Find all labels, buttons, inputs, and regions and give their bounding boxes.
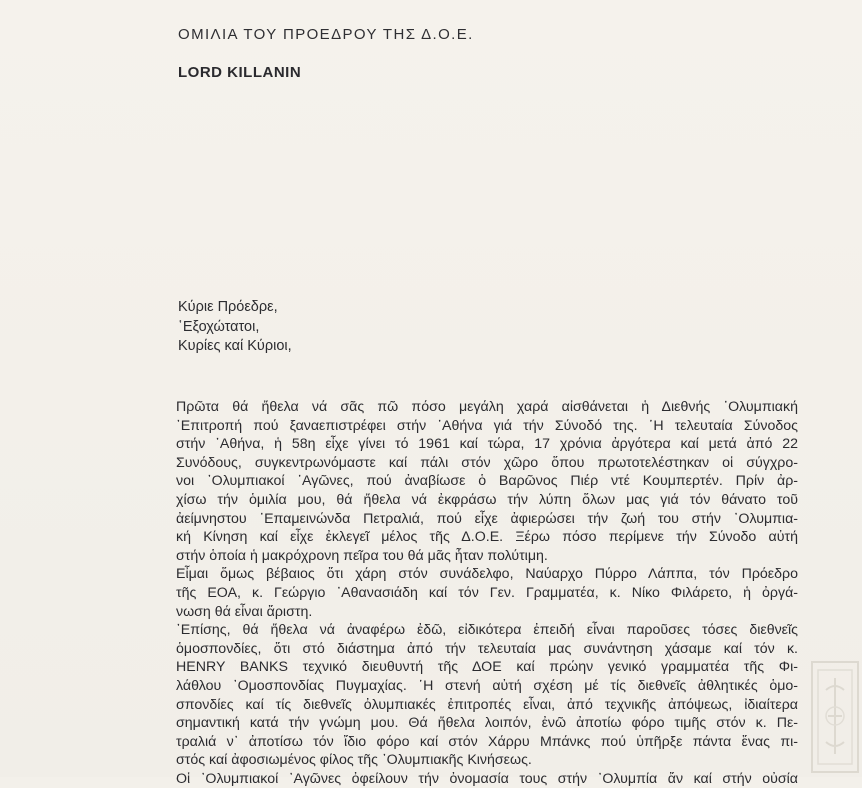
body-line: ᾿Επίσης, θά ἤθελα νά ἀναφέρω ἐδῶ, εἰδικότερα ἐπειδή εἶναι παροῦσες τόσες διεθνεῖς: [176, 622, 798, 639]
body-line: τραλιά ν᾿ ἀποτίσω τόν ἴδιο φόρο καί στόν Χάρρυ Μπάνκς πού ὑπῆρξε πάντα ἕνας πι-: [176, 733, 798, 750]
salutation-block: [178, 298, 292, 357]
body-line: νωση θά εἶναι ἄριστη.: [176, 603, 313, 620]
body-line: νοι ᾿Ολυμπιακοί ᾿Αγῶνες, πού ἀναβίωσε ὁ Βαρῶνος Πιέρ ντέ Κουμπερτέν. Πρίν ἀρ-: [176, 473, 798, 490]
speech-title: ΟΜΙΛΙΑ ΤΟΥ ΠΡΟΕΔΡΟΥ ΤΗΣ Δ.Ο.Ε.: [178, 26, 474, 43]
body-line: ὁμοσπονδίες, ὅτι στό διάστημα ἀπό τήν τελευταία μας συνάντηση χάσαμε καί τόν κ.: [176, 640, 798, 657]
body-line: λάθλου ᾿Ομοσπονδίας Πυγμαχίας. ῾Η στενή αὐτή σχέση μέ τίς διεθνεῖς ἀθλητικές ὁμο-: [176, 677, 798, 694]
body-line: Εἶμαι ὅμως βέβαιος ὅτι χάρη στόν συνάδελφο, Ναύαρχο Πύρρο Λάππα, τόν Πρόεδρο: [176, 566, 798, 583]
speaker-name: LORD KILLANIN: [178, 64, 302, 81]
salutation-line: Κυρίες καί Κύριοι,: [178, 338, 292, 354]
salutation-line: ῾Εξοχώτατοι,: [178, 318, 260, 335]
body-line: σημαντική κατά τήν γνώμη μου. Θά ἤθελα λοιπόν, ἐνῶ ἀποτίω φόρο τιμῆς στόν κ. Πε-: [176, 715, 798, 732]
body-line: χίσω τήν ὁμιλία μου, θά ἤθελα νά ἐκφράσω τήν λύπη ὅλων μας γιά τόν θάνατο τοῦ: [176, 491, 798, 508]
body-line: Πρῶτα θά ἤθελα νά σᾶς πῶ πόσο μεγάλη χαρά αἰσθάνεται ἡ Διεθνής ᾿Ολυμπιακή: [176, 399, 798, 415]
salutation-line: Κύριε Πρόεδρε,: [178, 299, 278, 315]
body-line: τῆς ΕΟΑ, κ. Γεώργιο ᾿Αθανασιάδη καί τόν Γεν. Γραμματέα, κ. Νίκο Φιλάρετο, ἡ ὀργά-: [176, 584, 798, 601]
body-line: στήν ᾿Αθήνα, ἡ 58η εἶχε γίνει τό 1961 καί τώρα, 17 χρόνια ἀργότερα καί μετά ἀπό 22: [176, 436, 798, 453]
body-line: HENRY BANKS τεχνικό διευθυντή τῆς ΔΟΕ καί πρώην γενικό γραμματέα τῆς Φι-: [176, 659, 798, 676]
body-line: ἀείμνηστου ᾿Επαμεινώνδα Πετραλιά, πού εἶχε ἀφιερώσει τήν ζωή του στήν ᾿Ολυμπια-: [176, 510, 798, 527]
body-line: Οἱ ᾿Ολυμπιακοί ᾿Αγῶνες ὀφείλουν τήν ὀνομασία τους στήν ᾿Ολυμπία ἄν καί στήν οὐσία: [176, 770, 798, 787]
body-line: κή Κίνηση καί εἶχε ἐκλεγεῖ μέλος τῆς Δ.Ο.Ε. Ξέρω πόσο περίμενε τήν Σύνοδο αὐτή: [176, 529, 798, 546]
body-line: ᾿Επιτροπή πού ξαναεπιστρέφει στήν ᾿Αθήνα γιά τήν Σύνοδό της. ῾Η τελευταία Σύνοδος: [176, 417, 798, 434]
body-line: στός καί ἀφοσιωμένος φίλος τῆς ᾿Ολυμπιακῆς Κινήσεως.: [176, 752, 532, 769]
ornament-watermark: [808, 656, 862, 777]
body-line: σπονδίες καί τίς διεθνεῖς ὀλυμπιακές ἐπιτροπές εἶναι, ἀπό τεχνικῆς ἀπόψεως, ἰδιαίτερα: [176, 696, 798, 713]
body-line: Συνόδους, συγκεντρωνόμαστε καί πάλι στόν χῶρο ὅπου πρωτοτελέστηκαν οἱ σύγχρο-: [176, 454, 798, 471]
body-line: στήν ὁποία ἡ μακρόχρονη πεῖρα του θά μᾶς ἦταν πολύτιμη.: [176, 547, 548, 564]
speech-body: [176, 398, 798, 788]
